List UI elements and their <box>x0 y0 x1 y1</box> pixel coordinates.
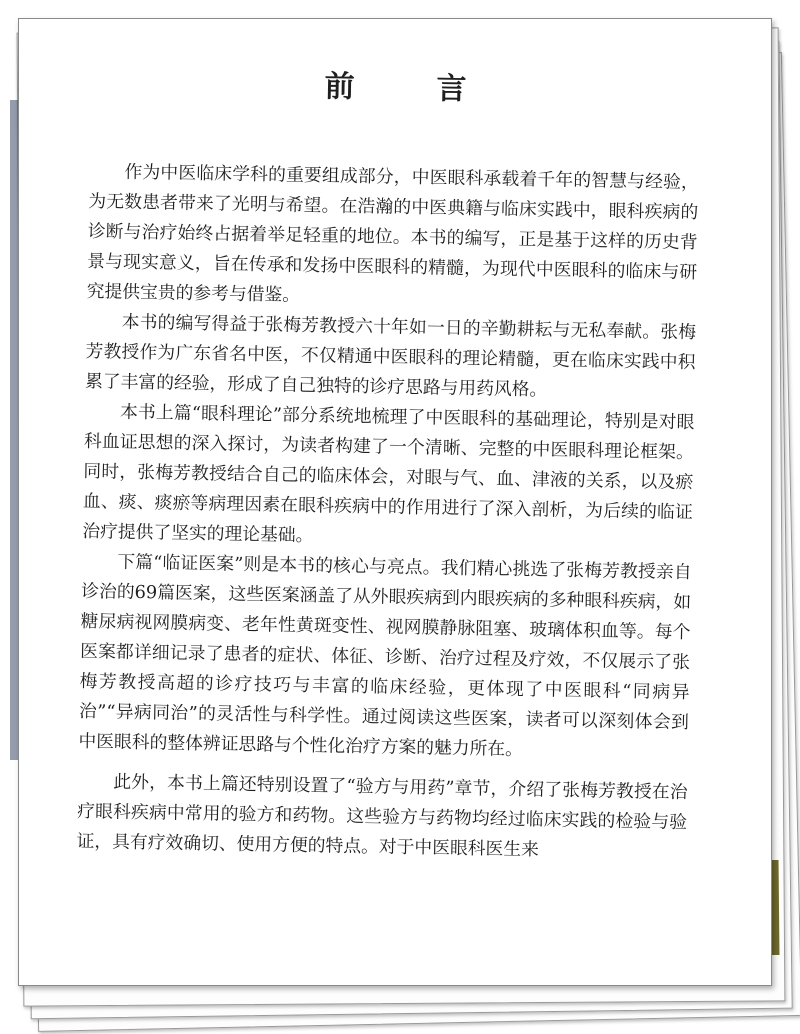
paragraph-cases: 下篇“临证医案”则是本书的核心与亮点。我们精心挑选了张梅芳教授亲自诊治的69篇医案，这些医案涵盖了从外眼疾病到内眼疾病的多种眼科疾病，如糖尿病视网膜病变、老年性黄斑变性、视网膜静脉阻塞、玻璃体积血等。每个医案都详细记录了患者的症状、体征、诊断、治疗过程及疗效，不仅展示了张梅芳教授高超的诊疗技巧与丰富的临床经验，更体现了中医眼科“同病异治”“异病同治”的灵活性与科学性。通过阅读这些医案，读者可以深刻体会到中医眼科的整体辨证思路与个性化治疗方案的魅力所在。 <box>78 551 692 761</box>
document-page <box>18 18 772 986</box>
page-title: 前 言 <box>324 69 493 108</box>
paragraph-intro: 作为中医临床学科的重要组成部分，中医眼科承载着千年的智慧与经验，为无数患者带来了光明与希望。在浩瀚的中医典籍与临床实践中，眼科疾病的诊断与治疗始终占据着举足轻重的地位。本书的编写，正是基于这样的历史背景与现实意义，旨在传承和发扬中医眼科的精髓，为现代中医眼科的临床与研究提供宝贵的参考与借鉴。 <box>86 161 699 306</box>
paragraph-theory: 本书上篇“眼科理论”部分系统地梳理了中医眼科的基础理论，特别是对眼科血证思想的深入探讨，为读者构建了一个清晰、完整的中医眼科理论框架。同时，张梅芳教授结合自己的临床体会，对眼与气、血、津液的关系，以及瘀血、痰、痰瘀等病理因素在眼科疾病中的作用进行了深入剖析，为后续的临证治疗提供了坚实的理论基础。 <box>82 401 695 547</box>
paragraph-prescriptions: 此外，本书上篇还特别设置了“验方与用药”章节，介绍了张梅芳教授在治疗眼科疾病中常用的验方和药物。这些验方与药物均经过临床实践的检验与验证，具有疗效确切、使用方便的特点。对于中医眼科医生来 <box>76 771 688 861</box>
page-content <box>76 57 701 868</box>
paragraph-author: 本书的编写得益于张梅芳教授六十年如一日的辛勤耕耘与无私奉献。张梅芳教授作为广东省名中医，不仅精通中医眼科的理论精髓，更在临床实践中积累了丰富的经验，形成了自己独特的诊疗思路与用药风格。 <box>84 311 697 401</box>
